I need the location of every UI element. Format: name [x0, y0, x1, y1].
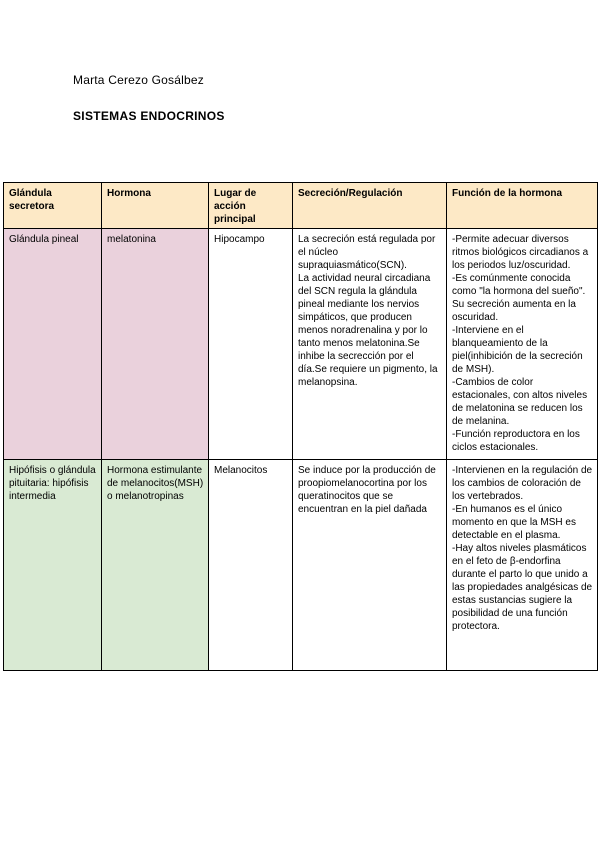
header-glandula: Glándula secretora	[4, 183, 102, 229]
cell-funcion	[447, 460, 598, 671]
cell-text: Hipófisis o glándula pituitaria: hipófisis intermedia	[9, 465, 99, 502]
cell-funcion	[447, 229, 598, 460]
endocrine-table	[3, 182, 598, 671]
header-funcion: Función de la hormona	[447, 183, 598, 229]
cell-text: La secreción está regulada por el núcleo supraquiasmático(SCN). La actividad neural circadiana del SCN regula la glándula pineal mediante los nervios simpáticos, que producen menos noradrenalina y por lo tanto menos melatonina.Se inhibe la secrección por el día.Se requiere un pigmento, la melanopsina.	[298, 234, 438, 388]
author-name: Marta Cerezo Gosálbez	[73, 73, 204, 87]
cell-lugar	[209, 229, 293, 460]
cell-secrecion	[293, 229, 447, 460]
table-header-row	[4, 183, 598, 229]
cell-hormona	[102, 460, 209, 671]
table-row	[4, 229, 598, 460]
cell-text: -Intervienen en la regulación de los cambios de coloración de los vertebrados. -En humanos es el único momento en que la MSH es detectable en el plasma. -Hay altos niveles plasmáticos en el feto de β-endorfina durante el parto lo que unido a las propiedades analgésicas de estas sustancias sugiere la posibilidad de una función protectora.	[452, 465, 593, 632]
cell-secrecion	[293, 460, 447, 671]
cell-glandula	[4, 229, 102, 460]
document-title: SISTEMAS ENDOCRINOS	[73, 109, 225, 123]
cell-text: Melanocitos	[214, 465, 268, 476]
cell-text: Hipocampo	[214, 234, 265, 245]
header-lugar: Lugar de acción principal	[209, 183, 293, 229]
cell-text: Se induce por la producción de proopiomelanocortina por los queratinocitos que se encuentran en la piel dañada	[298, 465, 439, 515]
cell-text: -Permite adecuar diversos ritmos biológicos circadianos a los periodos luz/oscuridad. -Es comúnmente conocida como "la hormona del sueño". Su secreción aumenta en la oscuridad. -Interviene en el blanqueamiento de la piel(inhibición de la secreción de MSH). -Cambios de color estacionales, con altos niveles de melatonina se reducen los de melanina. -Función reproductora en los ciclos estacionales.	[452, 234, 589, 453]
header-secrecion: Secreción/Regulación	[293, 183, 447, 229]
table-row	[4, 460, 598, 671]
cell-text: Hormona estimulante de melanocitos(MSH) o melanotropinas	[107, 465, 206, 502]
cell-lugar	[209, 460, 293, 671]
cell-text: melatonina	[107, 234, 156, 245]
cell-text: Glándula pineal	[9, 234, 79, 245]
header-hormona: Hormona	[102, 183, 209, 229]
cell-glandula	[4, 460, 102, 671]
cell-hormona	[102, 229, 209, 460]
